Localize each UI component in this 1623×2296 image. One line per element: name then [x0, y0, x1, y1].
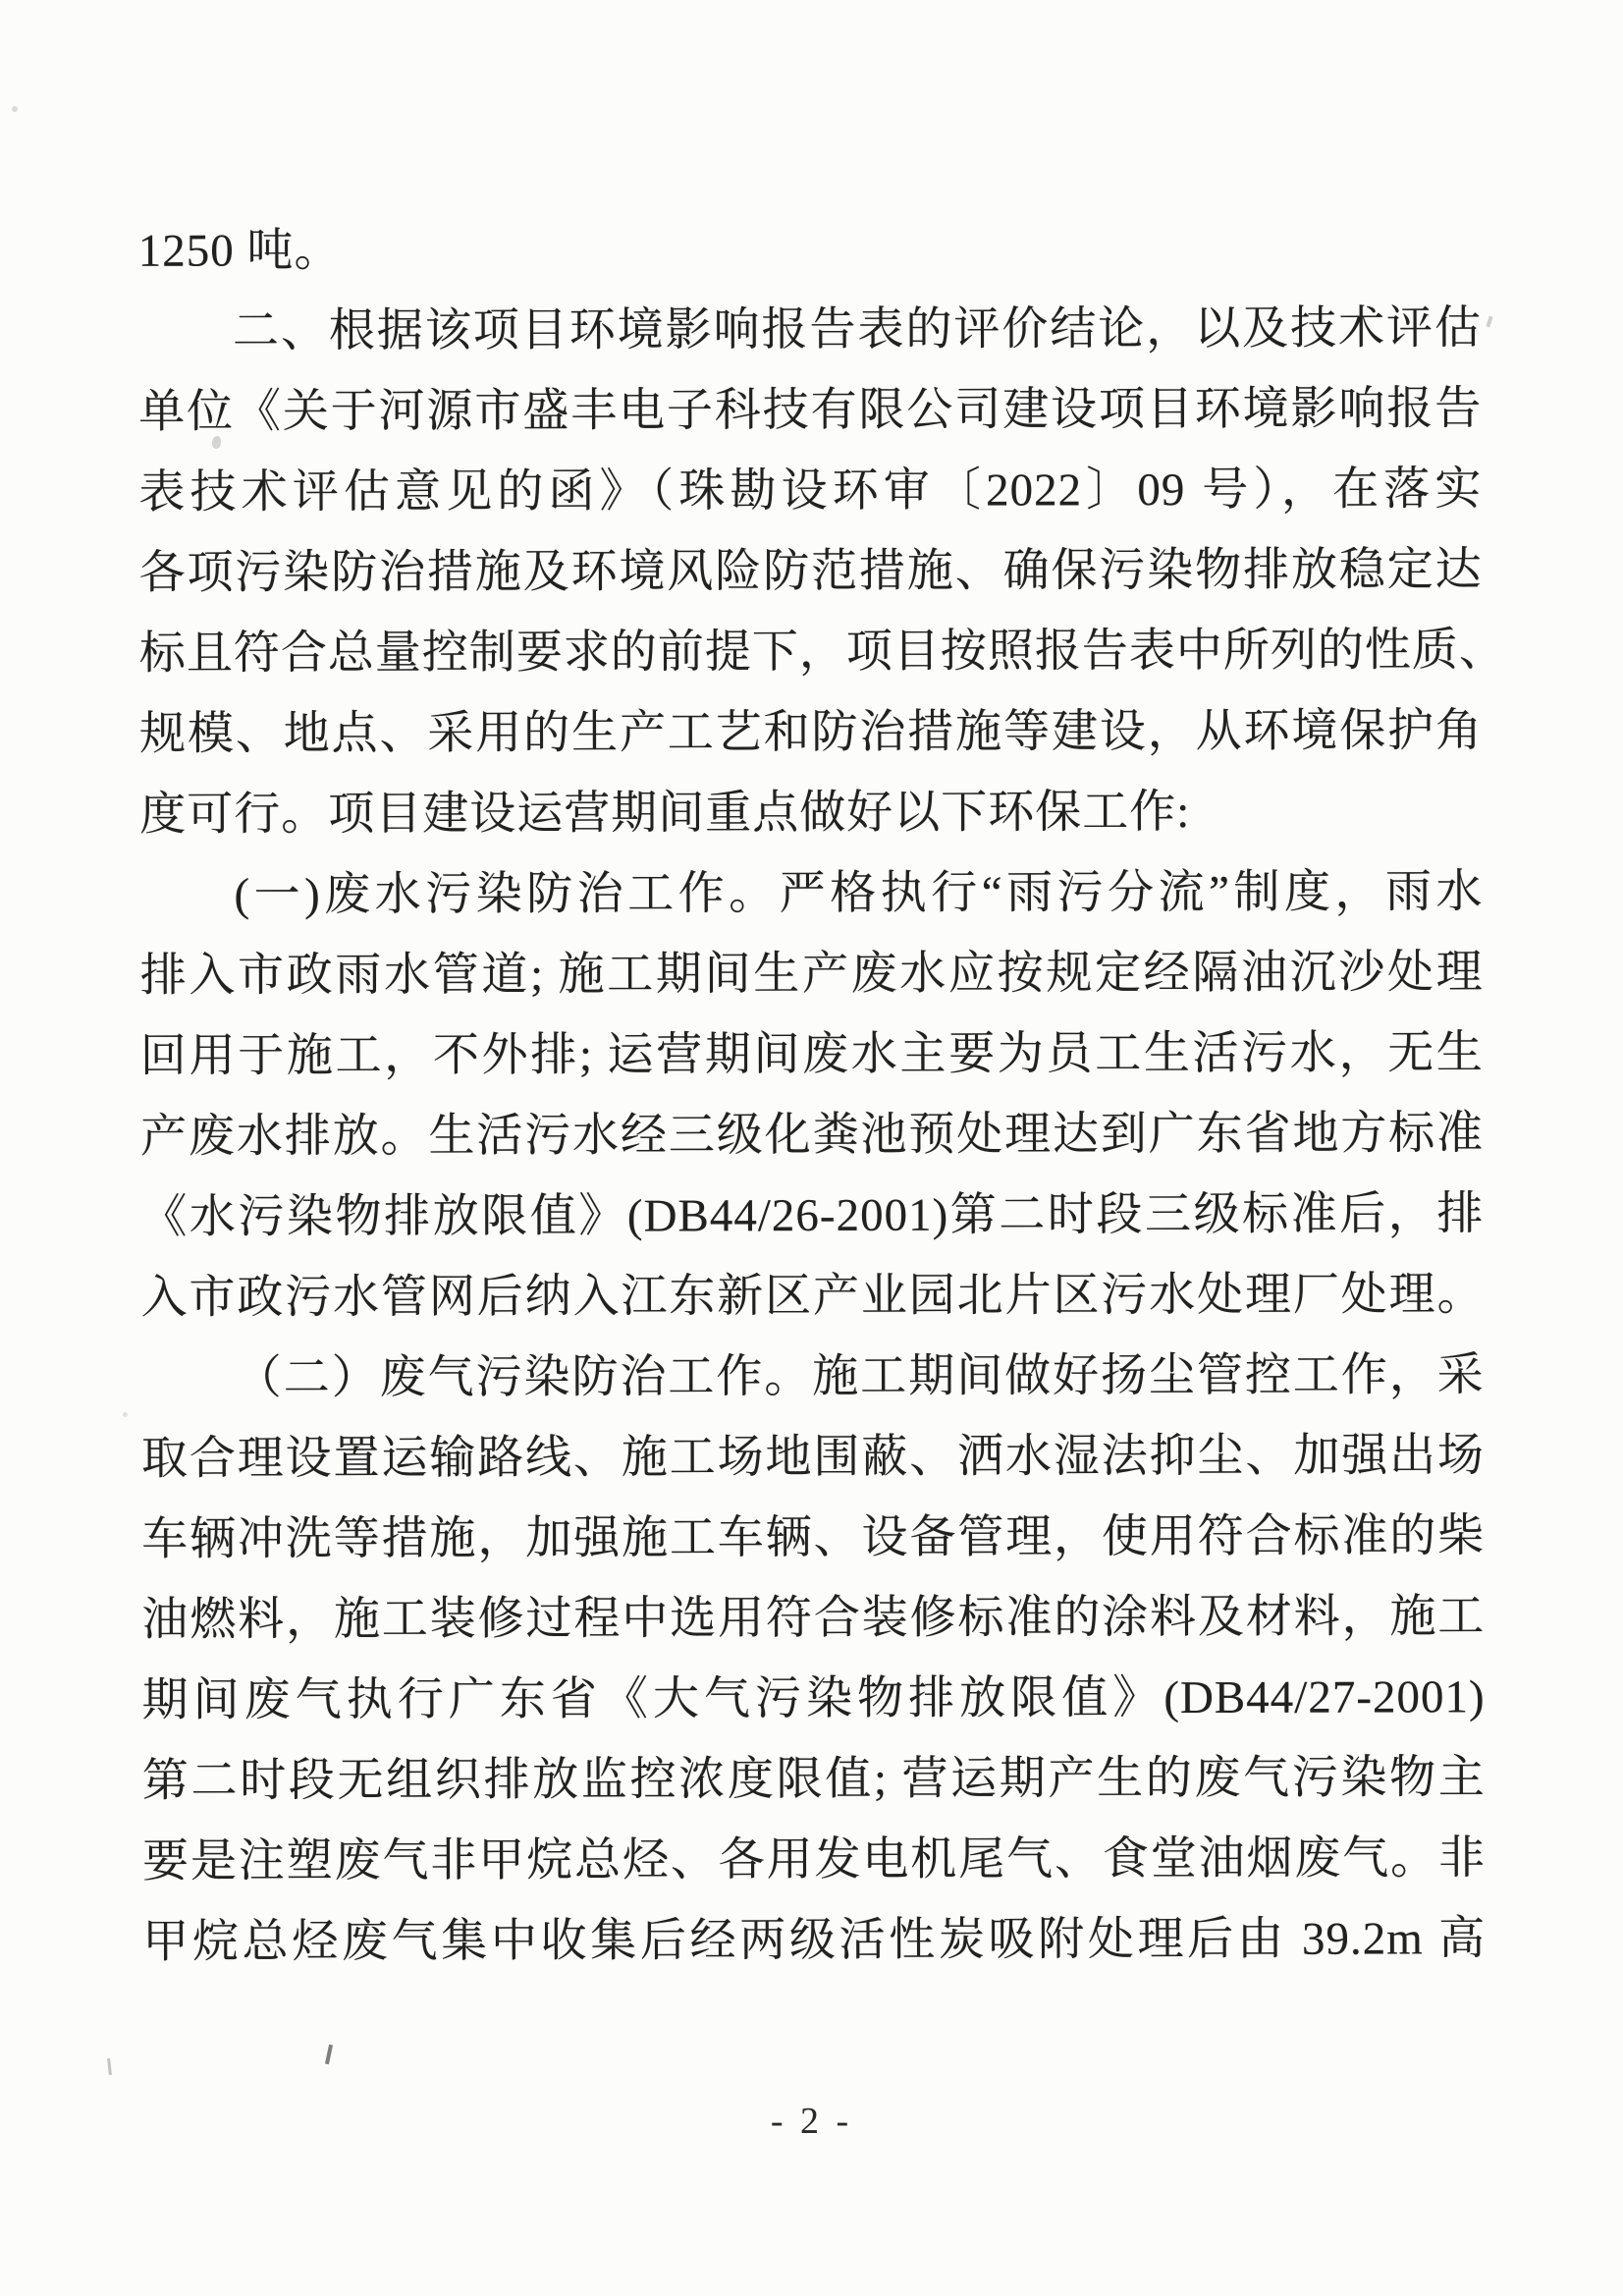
document-line: 排入市政雨水管道; 施工期间生产废水应按规定经隔油沉沙处理 [139, 947, 1484, 1002]
document-line: 第二时段无组织排放监控浓度限值; 营运期产生的废气污染物主 [141, 1752, 1486, 1807]
scan-speck [123, 1412, 128, 1417]
scan-speck [1486, 316, 1492, 328]
document-line: 1250 吨。 [137, 225, 342, 277]
scan-speck [107, 2058, 112, 2075]
document-line: 回用于施工，不外排; 运营期间废水主要为员工生活污水，无生 [139, 1027, 1484, 1082]
document-line: 各项污染防治措施及环境风险防范措施、确保污染物排放稳定达 [138, 544, 1483, 599]
document-line: 甲烷总烃废气集中收集后经两级活性炭吸附处理后由 39.2m 高 [142, 1913, 1487, 1968]
page-number: - 2 - [770, 2101, 853, 2142]
document-line: 表技术评估意见的函》（珠勘设环审〔2022〕09 号），在落实 [138, 464, 1483, 519]
document-line: （二）废气污染防治工作。施工期间做好扬尘管控工作，采 [235, 1349, 1485, 1404]
document-body [137, 207, 1506, 1983]
document-line: 二、根据该项目环境影响报告表的评价结论，以及技术评估 [232, 302, 1483, 357]
document-line: 取合理设置运输路线、施工场地围蔽、洒水湿法抑尘、加强出场 [140, 1430, 1486, 1485]
document-line: 度可行。项目建设运营期间重点做好以下环保工作: [139, 786, 1191, 841]
document-line: 产废水排放。生活污水经三级化粪池预处理达到广东省地方标准 [140, 1108, 1485, 1163]
document-line: 单位《关于河源市盛丰电子科技有限公司建设项目环境影响报告 [138, 383, 1483, 438]
document-line: 规模、地点、采用的生产工艺和防治措施等建设，从环境保护角 [138, 705, 1484, 760]
document-line: 车辆冲洗等措施，加强施工车辆、设备管理，使用符合标准的柴 [141, 1510, 1486, 1565]
document-line: 标且符合总量控制要求的前提下，项目按照报告表中所列的性质、 [138, 625, 1506, 680]
document-line: (一)废水污染防治工作。严格执行“雨污分流”制度，雨水 [234, 866, 1484, 921]
document-line: 油燃料，施工装修过程中选用符合装修标准的涂料及材料，施工 [141, 1591, 1486, 1646]
scan-speck [12, 106, 18, 112]
document-line: 《水污染物排放限值》(DB44/26-2001)第二时段三级标准后，排 [140, 1188, 1485, 1243]
document-line: 期间废气执行广东省《大气污染物排放限值》(DB44/27-2001) [141, 1671, 1486, 1726]
scan-speck [325, 2045, 333, 2064]
document-line: 要是注塑废气非甲烷总烃、各用发电机尾气、食堂油烟废气。非 [141, 1832, 1487, 1887]
document-line: 入市政污水管网后纳入江东新区产业园北片区污水处理厂处理。 [140, 1269, 1485, 1324]
